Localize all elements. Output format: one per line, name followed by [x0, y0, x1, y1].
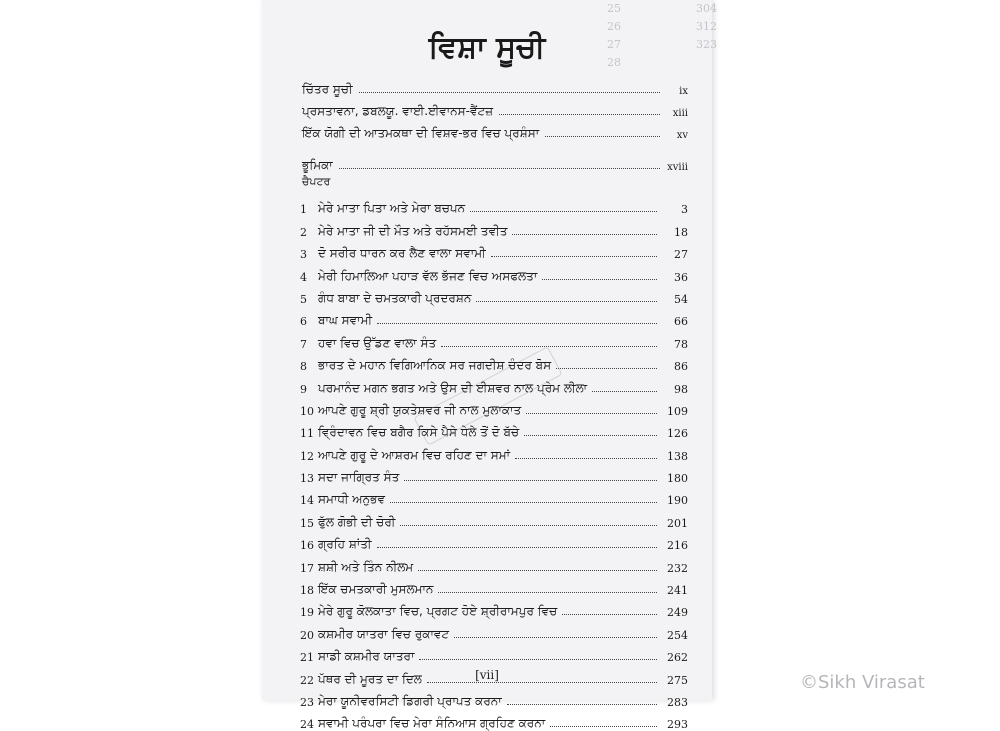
page-number: [vii] — [475, 668, 499, 682]
leader-dots — [515, 458, 657, 459]
leader-dots — [339, 168, 660, 169]
chapter-entry — [300, 194, 688, 216]
chapter-number: 5 — [300, 292, 307, 306]
chapter-title: ਸਾਡੀ ਕਸ਼ਮੀਰ ਯਾਤਰਾ — [318, 649, 415, 664]
book-page — [262, 0, 717, 731]
leader-dots — [476, 301, 657, 302]
chapter-entry — [300, 642, 688, 664]
chapter-number: 8 — [300, 360, 307, 374]
leader-dots — [499, 114, 660, 115]
leader-dots — [556, 368, 657, 369]
leader-dots — [550, 726, 657, 727]
leader-dots — [418, 570, 657, 571]
chapter-page: 249 — [667, 606, 688, 620]
chapter-title: ਆਪਣੇ ਗੁਰੂ ਦੇ ਆਸ਼ਰਮ ਵਿਚ ਰਹਿਣ ਦਾ ਸਮਾਂ — [318, 447, 511, 462]
chapter-entry — [300, 373, 688, 395]
chapter-entry — [300, 709, 688, 731]
chapter-title: ਗ੍ਰਹਿ ਸ਼ਾਂਤੀ — [318, 537, 372, 552]
chapter-page: 98 — [674, 382, 688, 396]
chapter-page: 3 — [681, 203, 688, 217]
chapter-page: 190 — [667, 494, 688, 508]
leader-dots — [400, 525, 657, 526]
entry-label: ਚਿੱਤਰ ਸੂਚੀ — [302, 82, 353, 96]
chapter-number: 6 — [300, 315, 307, 329]
chapter-page: 241 — [667, 584, 688, 598]
leader-dots — [562, 614, 657, 615]
chapter-title: ਹਵਾ ਵਿਚ ਉੱਡਣ ਵਾਲਾ ਸੰਤ — [318, 335, 437, 350]
chapter-title: ਸ਼ਸ਼ੀ ਅਤੇ ਤਿੰਨ ਨੀਲਮ — [318, 559, 414, 574]
chapter-entry — [300, 463, 688, 485]
leader-dots — [507, 704, 657, 705]
chapter-entry — [300, 530, 688, 552]
entry-label: ਪ੍ਰਸਤਾਵਨਾ, ਡਬਲਯੂ. ਵਾਈ.ਈਵਾਨਸ-ਵੈਂਟਜ਼ — [302, 104, 494, 118]
chapter-list — [300, 194, 688, 731]
entry-page: ix — [679, 86, 688, 97]
chapter-number: 24 — [300, 718, 314, 731]
chapter-number: 9 — [300, 382, 307, 396]
chapter-number: 18 — [300, 584, 314, 598]
chapter-title: ਦੋ ਸਰੀਰ ਧਾਰਨ ਕਰ ਲੈਣ ਵਾਲਾ ਸਵਾਮੀ — [318, 246, 486, 261]
chapter-number: 10 — [300, 404, 314, 418]
leader-dots — [526, 413, 657, 414]
chapter-title: ਕਸ਼ਮੀਰ ਯਾਤਰਾ ਵਿਚ ਰੁਕਾਵਟ — [318, 626, 450, 641]
front-matter-item — [302, 97, 688, 119]
chapter-number: 11 — [300, 427, 314, 441]
chapter-title: ਗੰਧ ਬਾਬਾ ਦੇ ਚਮਤਕਾਰੀ ਪ੍ਰਦਰਸ਼ਨ — [318, 290, 472, 305]
leader-dots — [512, 234, 657, 235]
chapter-number: 13 — [300, 472, 314, 486]
chapter-title: ਮੇਰਾ ਯੂਨੀਵਰਸਿਟੀ ਡਿਗਰੀ ਪ੍ਰਾਪਤ ਕਰਨਾ — [318, 693, 502, 708]
chapter-page: 109 — [667, 404, 688, 418]
chapter-page: 18 — [674, 225, 688, 239]
ghost-line: 26 312 — [607, 20, 717, 33]
chapter-number: 22 — [300, 673, 314, 687]
leader-dots — [524, 435, 657, 436]
leader-dots — [454, 637, 657, 638]
chapter-page: 126 — [667, 427, 688, 441]
chapter-number: 19 — [300, 606, 314, 620]
chapter-page: 232 — [667, 561, 688, 575]
chapter-page: 293 — [667, 718, 688, 731]
ghost-line: 25 304 — [607, 2, 717, 15]
page-title: ਵਿਸ਼ਾ ਸੂਚੀ — [428, 30, 546, 65]
chapter-heading: ਚੈਪਟਰ — [302, 175, 331, 188]
chapter-number: 2 — [300, 225, 307, 239]
watermark: ©Sikh Virasat — [800, 672, 925, 693]
chapter-number: 16 — [300, 539, 314, 553]
chapter-page: 275 — [667, 673, 688, 687]
chapter-page: 201 — [667, 516, 688, 530]
leader-dots — [438, 592, 657, 593]
chapter-title: ਇੱਕ ਚਮਤਕਾਰੀ ਮੁਸਲਮਾਨ — [318, 582, 434, 597]
front-matter-list — [302, 75, 688, 173]
chapter-title: ਪਰਮਾਨੰਦ ਮਗਨ ਭਗਤ ਅਤੇ ਉਸ ਦੀ ਈਸ਼ਵਰ ਨਾਲ ਪ੍ਰੇਮ ਲੀਲਾ — [318, 380, 588, 395]
chapter-number: 21 — [300, 651, 314, 665]
leader-dots — [390, 502, 657, 503]
chapter-page: 27 — [674, 248, 688, 262]
chapter-title: ਆਪਣੇ ਗੁਰੂ ਸ਼੍ਰੀ ਯੁਕਤੇਸ਼ਵਰ ਜੀ ਨਾਲ ਮੁਲਾਕਾਤ — [318, 402, 522, 417]
leader-dots — [377, 547, 657, 548]
ghost-line: 28 — [607, 56, 621, 69]
front-matter-item — [302, 119, 688, 141]
chapter-title: ਸਦਾ ਜਾਗ੍ਰਿਤ ਸੰਤ — [318, 470, 400, 485]
leader-dots — [491, 256, 657, 257]
entry-label: ਇੱਕ ਯੋਗੀ ਦੀ ਆਤਮਕਥਾ ਦੀ ਵਿਸ਼ਵ-ਭਰ ਵਿਚ ਪ੍ਰਸ਼ੰਸਾ — [302, 126, 540, 140]
ghost-line: 27 323 — [607, 38, 717, 51]
chapter-entry — [300, 687, 688, 709]
chapter-page: 180 — [667, 472, 688, 486]
chapter-entry — [300, 440, 688, 462]
entry-page: xiii — [672, 108, 688, 119]
front-matter-item — [302, 75, 688, 97]
leader-dots — [377, 323, 657, 324]
chapter-entry — [300, 284, 688, 306]
leader-dots — [419, 659, 657, 660]
chapter-entry — [300, 418, 688, 440]
chapter-title: ਵ੍ਰਿੰਦਾਵਨ ਵਿਚ ਬਗੈਰ ਕਿਸੇ ਪੈਸੇ ਧੇਲੇ ਤੋਂ ਦੋ ਬੱਚੇ — [318, 425, 520, 440]
entry-page: xviii — [667, 162, 688, 173]
chapter-page: 262 — [667, 651, 688, 665]
chapter-entry — [300, 507, 688, 529]
chapter-entry — [300, 351, 688, 373]
chapter-page: 36 — [674, 270, 688, 284]
chapter-entry — [300, 306, 688, 328]
chapter-number: 3 — [300, 248, 307, 262]
entry-page: xv — [676, 130, 688, 141]
leader-dots — [404, 480, 657, 481]
chapter-title: ਮੇਰੇ ਮਾਤਾ ਜੀ ਦੀ ਮੌਤ ਅਤੇ ਰਹੱਸਮਈ ਤਵੀਤ — [318, 223, 508, 238]
chapter-page: 216 — [667, 539, 688, 553]
chapter-entry — [300, 396, 688, 418]
chapter-number: 1 — [300, 203, 307, 217]
chapter-title: ਫੁੱਲ ਗੋਭੀ ਦੀ ਚੋਰੀ — [318, 514, 396, 529]
chapter-number: 15 — [300, 516, 314, 530]
chapter-page: 138 — [667, 449, 688, 463]
chapter-entry — [300, 261, 688, 283]
chapter-title: ਮੇਰੇ ਮਾਤਾ ਪਿਤਾ ਅਤੇ ਮੇਰਾ ਬਚਪਨ — [318, 201, 466, 216]
leader-dots — [542, 279, 657, 280]
leader-dots — [470, 211, 657, 212]
chapter-number: 12 — [300, 449, 314, 463]
leader-dots — [545, 136, 660, 137]
chapter-number: 14 — [300, 494, 314, 508]
chapter-title: ਭਾਰਤ ਦੇ ਮਹਾਨ ਵਿਗਿਆਨਿਕ ਸਰ ਜਗਦੀਸ਼ ਚੰਦਰ ਬੋਸ — [318, 358, 552, 373]
chapter-entry — [300, 216, 688, 238]
entry-label: ਭੂਮਿਕਾ — [302, 158, 333, 172]
chapter-title: ਸਮਾਧੀ ਅਨੁਭਵ — [318, 492, 385, 507]
chapter-title: ਬਾਘ ਸਵਾਮੀ — [318, 313, 373, 328]
chapter-number: 7 — [300, 337, 307, 351]
chapter-entry — [300, 619, 688, 641]
chapter-title: ਸਵਾਮੀ ਪਰੰਪਰਾ ਵਿਚ ਮੇਰਾ ਸੰਨਿਆਸ ਗ੍ਰਹਿਣ ਕਰਨਾ — [318, 716, 546, 731]
chapter-title: ਮੇਰੇ ਗੁਰੂ ਕੋਲਕਾਤਾ ਵਿਚ, ਪ੍ਰਗਟ ਹੋਏ ਸ਼੍ਰੀਰਾਮਪੁਰ ਵਿਚ — [318, 604, 558, 619]
chapter-entry — [300, 597, 688, 619]
chapter-page: 54 — [674, 292, 688, 306]
chapter-page: 78 — [674, 337, 688, 351]
chapter-number: 20 — [300, 628, 314, 642]
chapter-page: 66 — [674, 315, 688, 329]
chapter-entry — [300, 239, 688, 261]
chapter-entry — [300, 552, 688, 574]
leader-dots — [359, 92, 660, 93]
chapter-number: 23 — [300, 695, 314, 709]
chapter-page: 254 — [667, 628, 688, 642]
chapter-page: 283 — [667, 695, 688, 709]
leader-dots — [592, 391, 657, 392]
leader-dots — [441, 346, 657, 347]
front-matter-item — [302, 141, 688, 173]
chapter-entry — [300, 328, 688, 350]
chapter-title: ਮੇਰੀ ਹਿਮਾਲਿਆ ਪਹਾੜ ਵੱਲ ਭੱਜਣ ਵਿਚ ਅਸਫਲਤਾ — [318, 268, 538, 283]
chapter-entry — [300, 575, 688, 597]
chapter-title: ਪੱਥਰ ਦੀ ਮੂਰਤ ਦਾ ਦਿਲ — [318, 671, 422, 686]
chapter-number: 17 — [300, 561, 314, 575]
chapter-page: 86 — [674, 360, 688, 374]
chapter-number: 4 — [300, 270, 307, 284]
chapter-entry — [300, 485, 688, 507]
